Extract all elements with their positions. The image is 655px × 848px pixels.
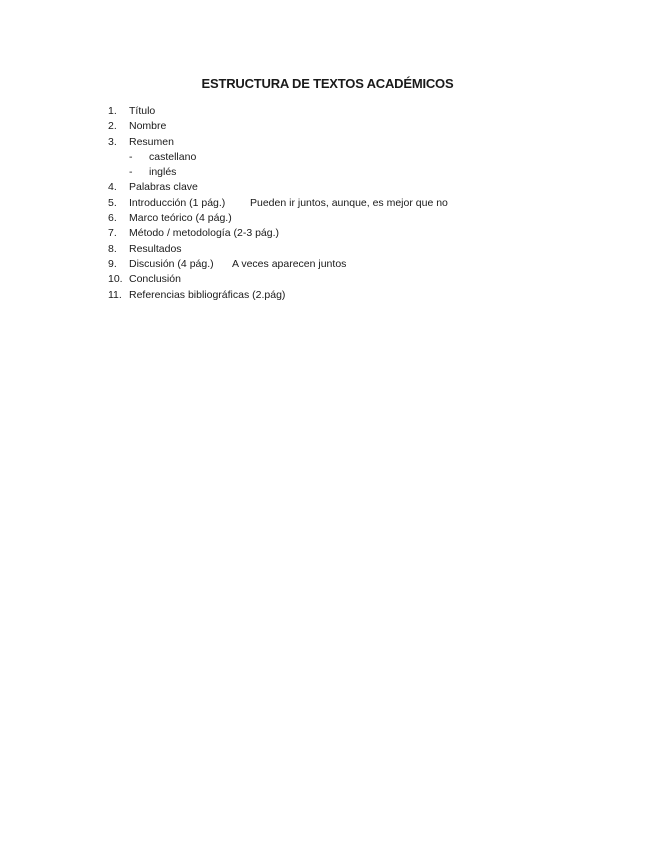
list-item — [108, 180, 608, 195]
list-item-number: 6. — [108, 212, 117, 225]
sub-list-item-text: inglés — [149, 166, 177, 179]
list-item — [108, 272, 608, 287]
list-item-text: Introducción (1 pág.) — [129, 196, 226, 209]
sub-list-item-text: castellano — [149, 150, 197, 163]
list-item-note: A veces aparecen juntos — [232, 257, 347, 270]
list-item-text: Discusión (4 pág.) — [129, 257, 214, 270]
structure-list — [108, 104, 608, 303]
page-title: ESTRUCTURA DE TEXTOS ACADÉMICOS — [201, 76, 454, 91]
list-item — [108, 196, 608, 211]
list-item-number: 2. — [108, 120, 117, 133]
list-item-text: Título — [129, 105, 156, 117]
list-item-text: Conclusión — [129, 273, 181, 286]
list-item-text: Resultados — [129, 242, 182, 255]
list-item — [108, 242, 608, 257]
sub-list-bullet: - — [129, 150, 133, 163]
list-item-number: 7. — [108, 227, 117, 240]
list-item — [108, 211, 608, 226]
sub-list-item — [108, 150, 608, 165]
list-item-number: 11. — [108, 288, 122, 301]
list-item-text: Marco teórico (4 pág.) — [129, 212, 232, 225]
list-item — [108, 104, 608, 119]
list-item — [108, 226, 608, 241]
sub-list-item — [108, 165, 608, 180]
list-item-note: Pueden ir juntos, aunque, es mejor que no — [250, 196, 448, 209]
list-item-text: Método / metodología (2-3 pág.) — [129, 227, 280, 240]
list-item-text: Resumen — [129, 135, 174, 148]
list-item-number: 5. — [108, 196, 117, 209]
list-item — [108, 119, 608, 134]
list-item-text: Referencias bibliográficas (2.pág) — [129, 288, 286, 301]
list-item — [108, 135, 608, 150]
list-item-text: Palabras clave — [129, 181, 198, 194]
list-item — [108, 257, 608, 272]
list-item-number: 8. — [108, 242, 117, 255]
list-item-number: 3. — [108, 135, 117, 148]
list-item-number: 1. — [108, 105, 117, 117]
list-item-number: 10. — [108, 273, 123, 286]
list-item-number: 9. — [108, 257, 117, 270]
sub-list-bullet: - — [129, 166, 133, 179]
list-item-text: Nombre — [129, 120, 167, 133]
list-item — [108, 288, 608, 303]
list-item-number: 4. — [108, 181, 117, 194]
